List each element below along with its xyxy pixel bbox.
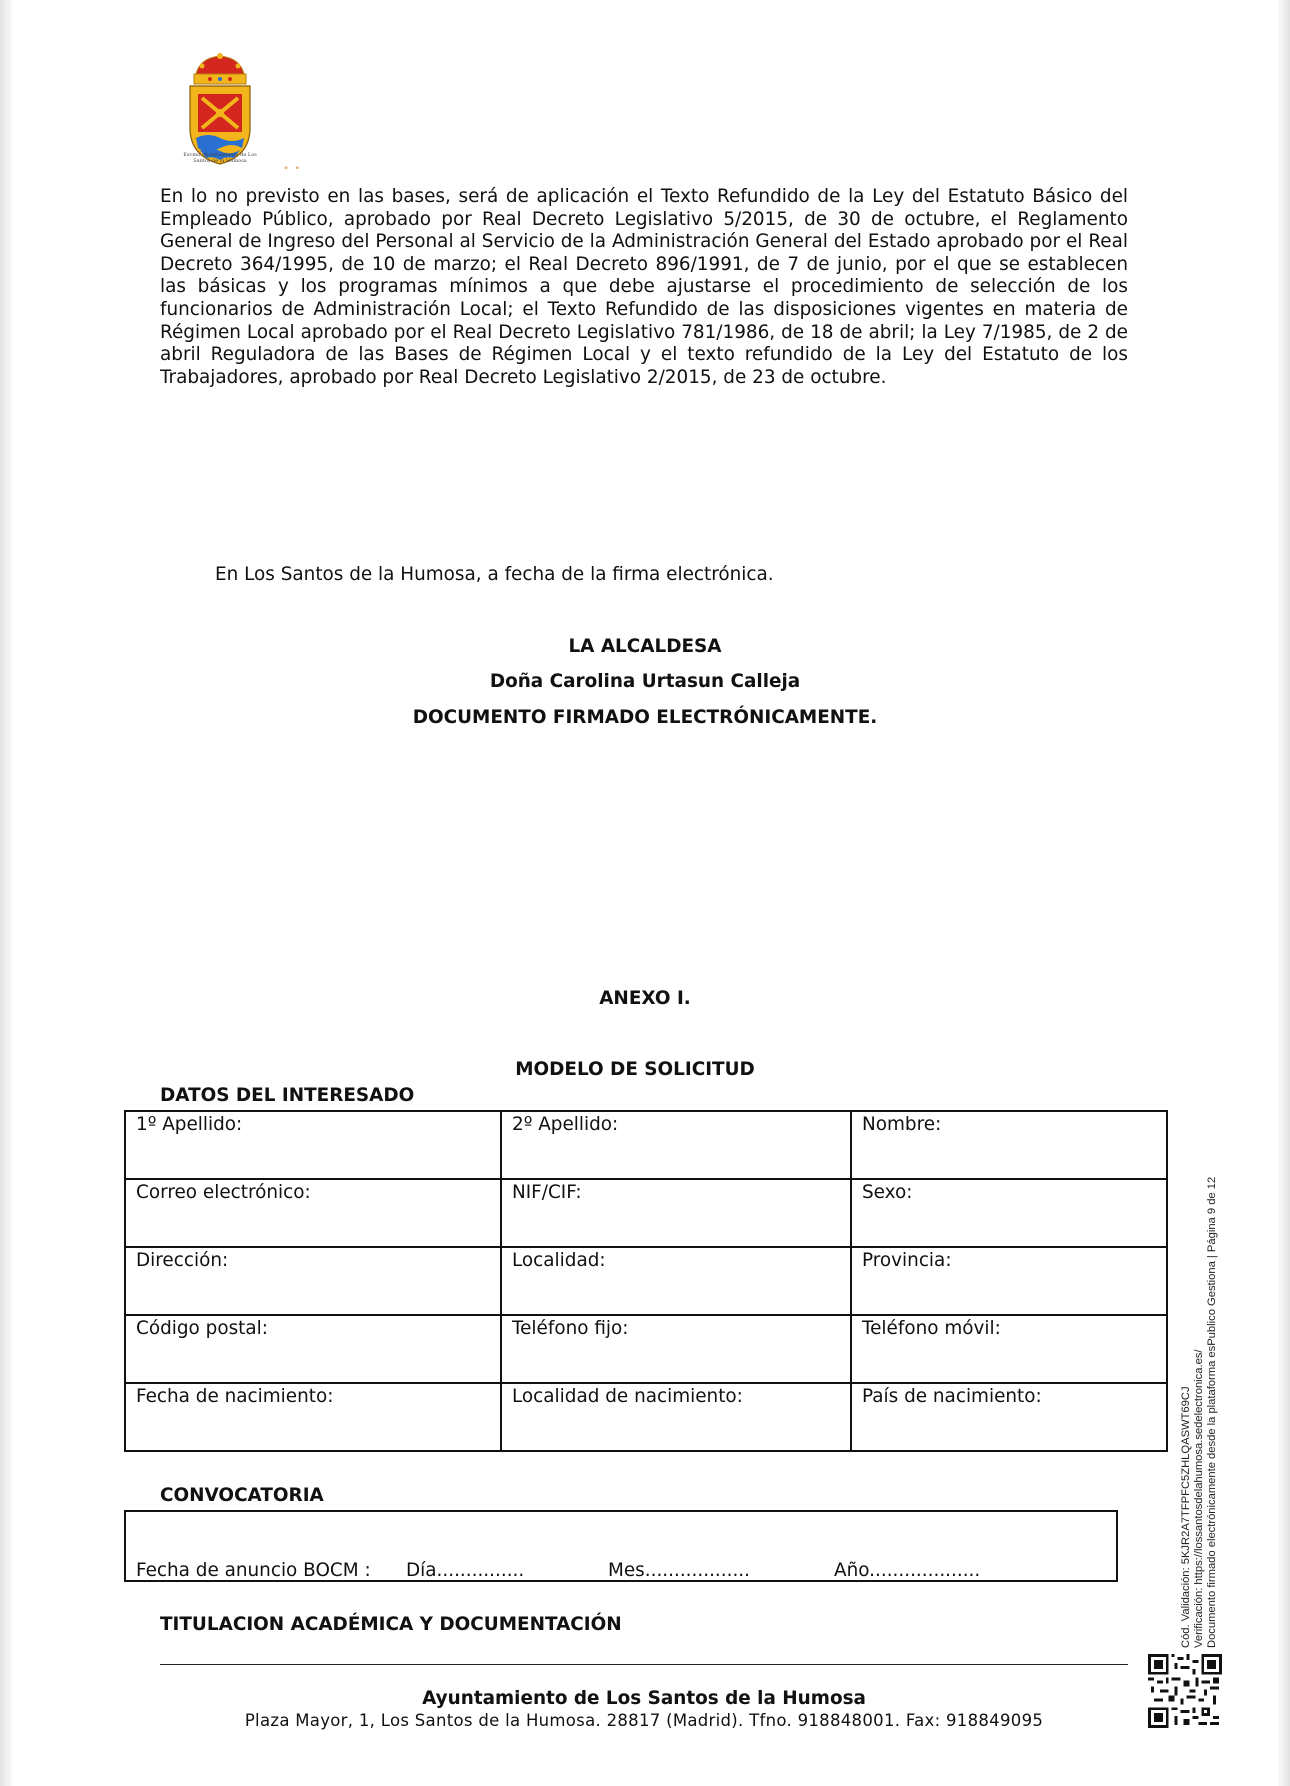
field-second-surname[interactable]: 2º Apellido: [501, 1111, 851, 1179]
qr-code-icon [1148, 1654, 1222, 1728]
side-validation-block [1180, 1100, 1230, 1648]
field-province[interactable]: Provincia: [851, 1247, 1167, 1315]
field-sex[interactable]: Sexo: [851, 1179, 1167, 1247]
bocm-year-field[interactable]: Año................... [834, 1560, 981, 1581]
page-edge-right [1278, 0, 1290, 1786]
signature-note: DOCUMENTO FIRMADO ELECTRÓNICAMENTE. [412, 707, 878, 728]
field-mobile[interactable]: Teléfono móvil: [851, 1315, 1167, 1383]
table-row [125, 1179, 1167, 1247]
field-name[interactable]: Nombre: [851, 1111, 1167, 1179]
table-row [125, 1315, 1167, 1383]
field-birth-locality[interactable]: Localidad de nacimiento: [501, 1383, 851, 1451]
field-landline[interactable]: Teléfono fijo: [501, 1315, 851, 1383]
place-date-line: En Los Santos de la Humosa, a fecha de la firma electrónica. [215, 564, 774, 585]
bocm-day-field[interactable]: Día............... [406, 1560, 525, 1581]
field-address[interactable]: Dirección: [125, 1247, 501, 1315]
bocm-month-field[interactable]: Mes.................. [608, 1560, 750, 1581]
footer-divider [160, 1664, 1128, 1665]
field-locality[interactable]: Localidad: [501, 1247, 851, 1315]
field-birth-country[interactable]: País de nacimiento: [851, 1383, 1167, 1451]
section-title-convocatoria: CONVOCATORIA [160, 1485, 324, 1506]
convocatoria-box [124, 1510, 1118, 1582]
intro-paragraph: En lo no previsto en las bases, será de aplicación el Texto Refundido de la Ley del Estatuto Básico del Empleado Público, aprobado por Real Decreto Legislativo 5/2015, de 30 de octubre, el Reglamento General de Ingreso del Personal al Servicio de la Administración General del Estado aprobado por el Real Decreto 364/1995, de 10 de marzo; el Real Decreto 896/1991, de 7 de junio, por el que se establecen las básicas y los programas mínimos a que debe ajustarse el procedimiento de selección de los funcionarios de Administración Local; el Texto Refundido de las disposiciones vigentes en materia de Régimen Local aprobado por el Real Decreto Legislativo 781/1986, de 18 de abril; la Ley 7/1985, de 2 de abril Reguladora de las Bases de Régimen Local y el texto refundido de la Ley del Estatuto de los Trabajadores, aprobado por Real Decreto Legislativo 2/2015, de 23 de octubre. [160, 186, 1128, 388]
field-postal-code[interactable]: Código postal: [125, 1315, 501, 1383]
field-email[interactable]: Correo electrónico: [125, 1179, 501, 1247]
signed-platform-note: Documento firmado electrónicamente desde la plataforma esPublico Gestiona | Página 9 de 12 [1206, 1176, 1218, 1648]
header-marks: " " [284, 166, 302, 176]
footer-address: Plaza Mayor, 1, Los Santos de la Humosa. 28817 (Madrid). Tfno. 918848001. Fax: 918849095 [244, 1711, 1044, 1730]
applicant-data-table [124, 1110, 1168, 1452]
crest-caption: Excmo. Ayuntamiento de Los Santos de la Humosa [183, 152, 257, 164]
signature-name: Doña Carolina Urtasun Calleja [489, 671, 801, 692]
page-edge-left [0, 0, 12, 1786]
bocm-date-line [136, 1560, 980, 1581]
field-birth-date[interactable]: Fecha de nacimiento: [125, 1383, 501, 1451]
section-title-titulacion: TITULACION ACADÉMICA Y DOCUMENTACIÓN [160, 1614, 622, 1635]
bocm-date-label: Fecha de anuncio BOCM : [136, 1560, 371, 1581]
table-row [125, 1247, 1167, 1315]
field-first-surname[interactable]: 1º Apellido: [125, 1111, 501, 1179]
signature-role: LA ALCALDESA [568, 636, 722, 657]
annex-title: ANEXO I. [599, 988, 691, 1009]
table-row [125, 1383, 1167, 1451]
validation-code: Cód. Validación: 5KJR2A7TFPFC5ZHLQASWT69CJ [1180, 1386, 1192, 1648]
table-row [125, 1111, 1167, 1179]
section-title-interesado: DATOS DEL INTERESADO [160, 1085, 415, 1106]
field-nif-cif[interactable]: NIF/CIF: [501, 1179, 851, 1247]
verification-url[interactable]: Verificación: https://lossantosdelahumosa.sedelectronica.es/ [1193, 1349, 1205, 1648]
form-title: MODELO DE SOLICITUD [515, 1059, 755, 1080]
footer-organization: Ayuntamiento de Los Santos de la Humosa [422, 1688, 866, 1709]
